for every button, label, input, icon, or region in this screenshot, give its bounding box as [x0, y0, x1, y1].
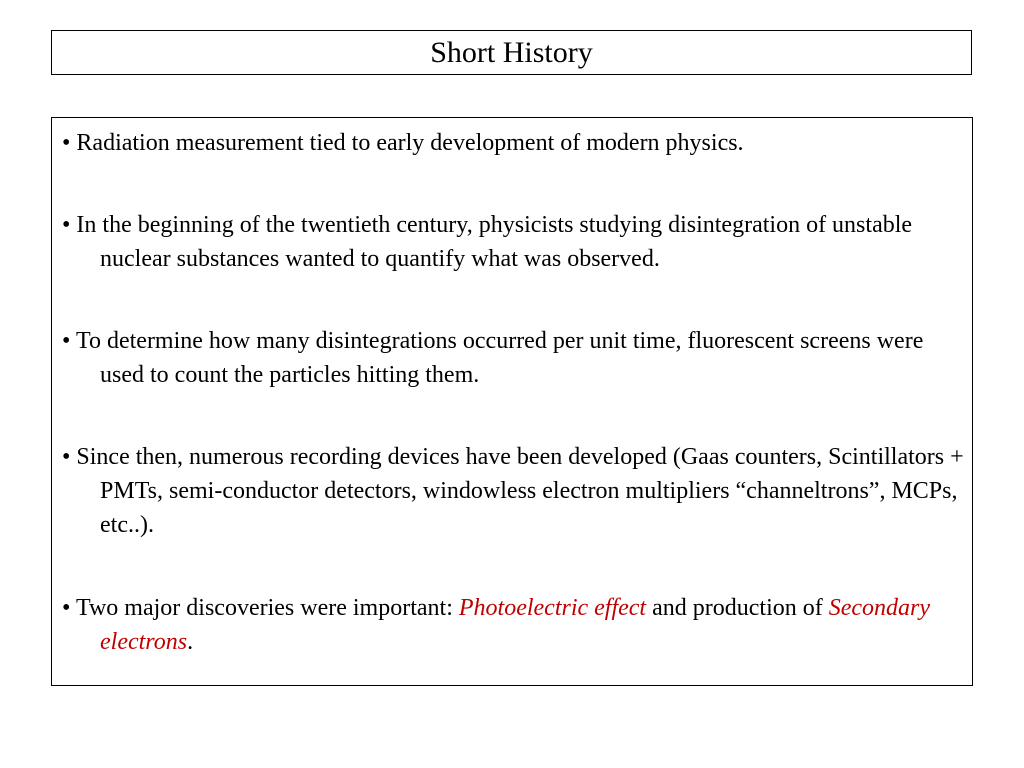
bullet-text-1: Radiation measurement tied to early development of modern physics.: [76, 130, 744, 156]
secondary-electrons-emphasis: Secondary electrons: [100, 595, 931, 655]
bullet-text-5-after: .: [187, 629, 194, 655]
bullet-text-5-middle: and production of: [646, 595, 829, 621]
bullet-text-2: In the beginning of the twentieth century, physicists studying disintegration of unstable nuclear substances wanted to quantify what was observed.: [76, 212, 913, 272]
bullet-marker: •: [62, 444, 71, 470]
bullet-marker: •: [62, 328, 71, 354]
bullet-text-3: To determine how many disintegrations occurred per unit time, fluorescent screens were used to count the particles hitting them.: [75, 328, 924, 388]
bullet-marker: •: [62, 595, 71, 621]
content-box: [51, 117, 973, 686]
bullet-item-4: [62, 440, 967, 542]
bullet-item-5: [62, 591, 967, 659]
title-box: [51, 30, 972, 75]
bullet-item-3: [62, 324, 967, 392]
bullet-text-5-before: Two major discoveries were important:: [75, 595, 459, 621]
bullet-item-2: [62, 208, 967, 276]
slide-title: Short History: [430, 35, 593, 69]
photoelectric-effect-emphasis: Photoelectric effect: [458, 595, 647, 621]
bullet-marker: •: [62, 212, 71, 238]
bullet-marker: •: [62, 130, 71, 156]
bullet-text-4: Since then, numerous recording devices have been developed (Gaas counters, Scintillators + PMTs, semi-conductor detectors, windowless electron multipliers “channeltrons”, MCPs, etc..).: [76, 444, 964, 538]
bullet-item-1: [62, 126, 967, 160]
